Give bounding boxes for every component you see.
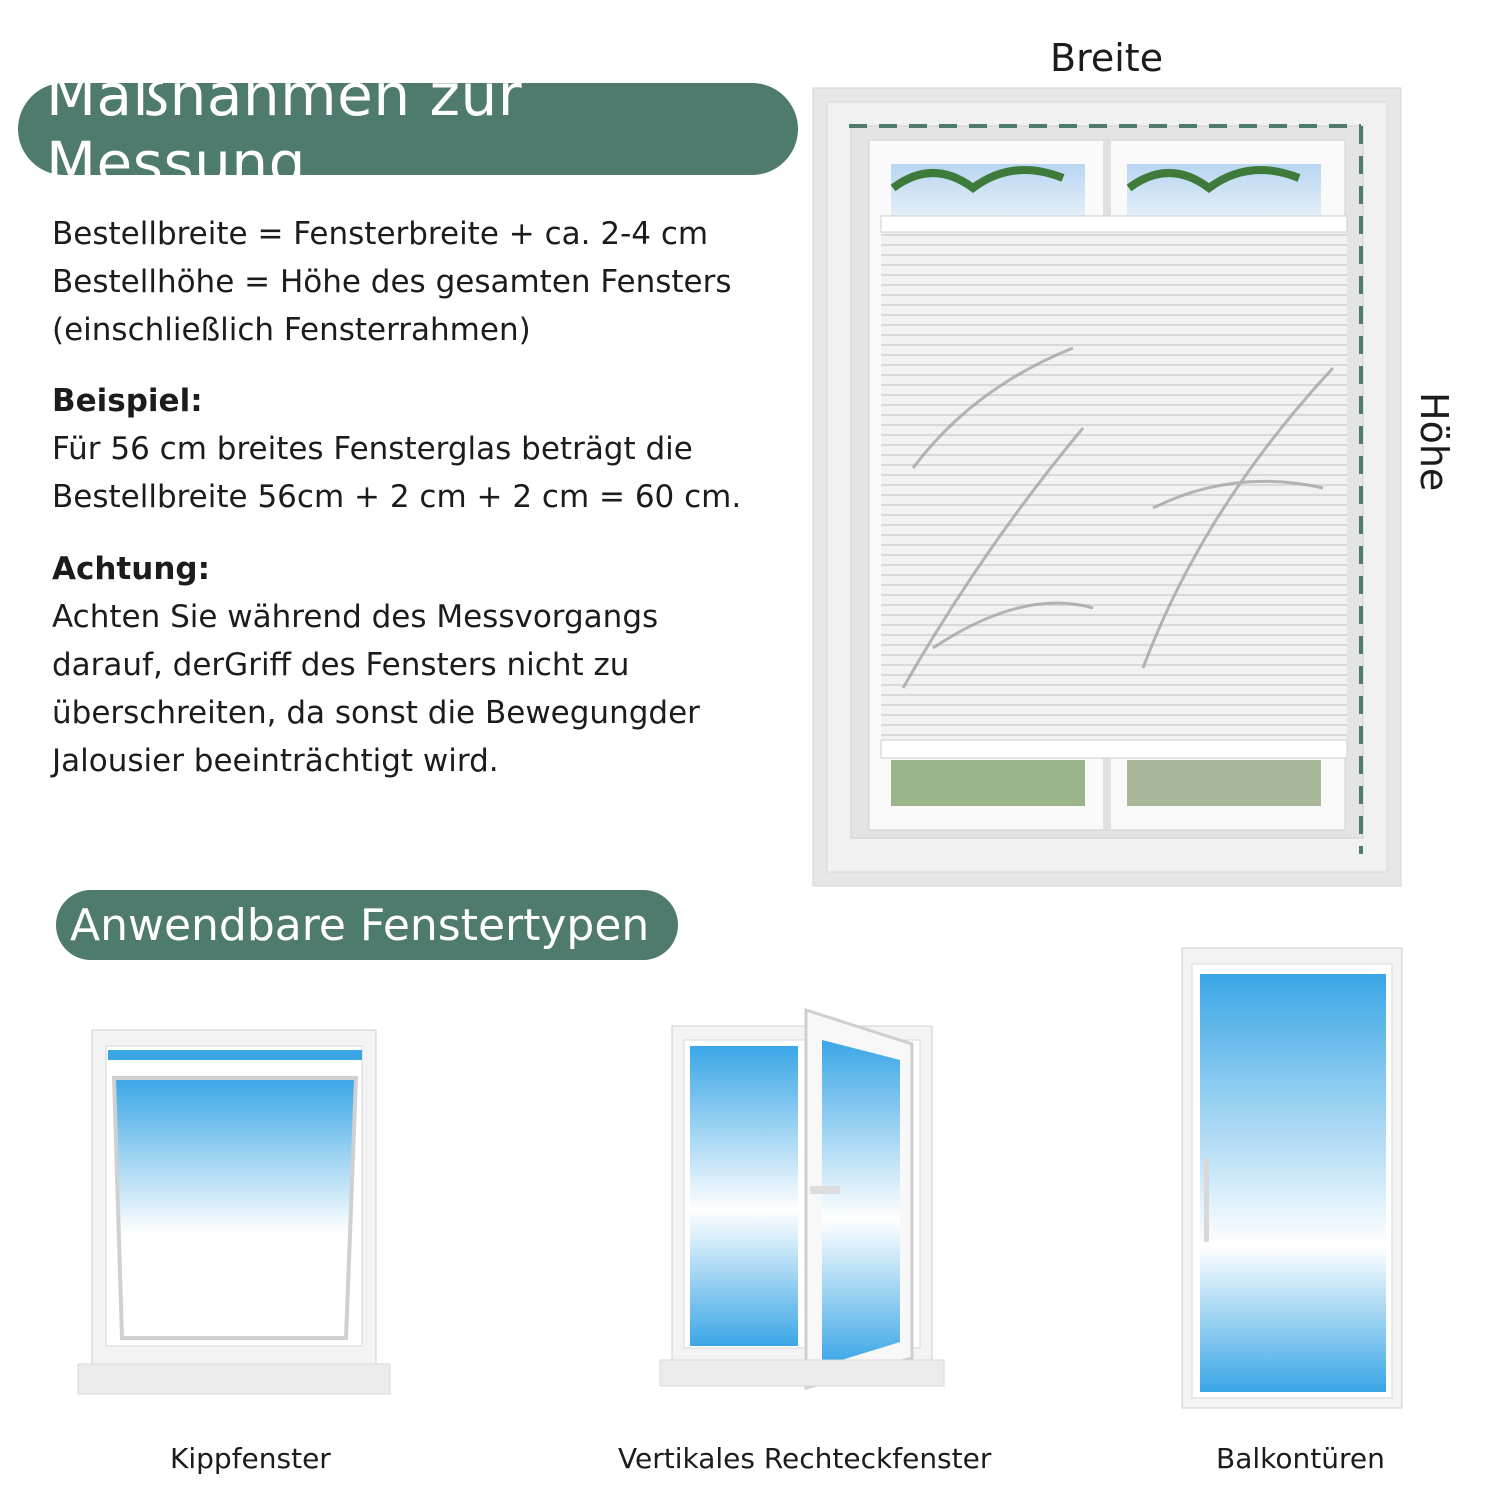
height-label: Höhe <box>1412 392 1456 492</box>
example-line-2: Bestellbreite 56cm + 2 cm + 2 cm = 60 cm. <box>52 479 742 515</box>
heading-window-types-text: Anwendbare Fenstertypen <box>70 899 650 951</box>
caption-balcony-door: Balkontüren <box>1216 1442 1385 1475</box>
casement-window-icon <box>660 1010 944 1390</box>
heading-window-types <box>56 890 678 960</box>
instruction-height: Bestellhöhe = Höhe des gesamten Fensters <box>52 264 732 300</box>
example-line-1: Für 56 cm breites Fensterglas beträgt die <box>52 431 693 467</box>
example-title: Beispiel: <box>52 383 203 419</box>
warning-line-4: Jalousier beeinträchtigt wird. <box>52 743 499 779</box>
heading-measurement <box>18 61 798 197</box>
width-label: Breite <box>1050 36 1164 80</box>
tilt-window-icon <box>78 1030 390 1394</box>
warning-line-3: überschreiten, da sonst die Bewegungder <box>52 695 700 731</box>
window-blind-diagram <box>813 88 1401 886</box>
warning-line-1: Achten Sie während des Messvorgangs <box>52 599 659 635</box>
instruction-width: Bestellbreite = Fensterbreite + ca. 2-4 cm <box>52 216 709 252</box>
caption-tilt-window: Kippfenster <box>170 1442 331 1475</box>
balcony-door-icon <box>1182 948 1402 1408</box>
warning-line-2: darauf, derGriff des Fensters nicht zu <box>52 647 630 683</box>
heading-measurement-text: Maßnahmen zur Messung <box>46 61 523 197</box>
warning-title: Achtung: <box>52 551 210 587</box>
caption-casement-window: Vertikales Rechteckfenster <box>618 1442 992 1475</box>
instruction-frame-note: (einschließlich Fensterrahmen) <box>52 312 531 348</box>
